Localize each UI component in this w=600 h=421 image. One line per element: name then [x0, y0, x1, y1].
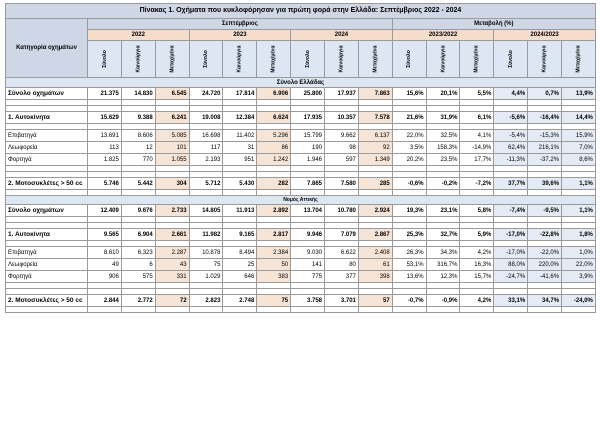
table-cell: 6.241	[155, 112, 189, 124]
table-cell: 3,9%	[562, 271, 596, 283]
table-cell: 9.676	[121, 205, 155, 217]
table-cell: 2.661	[155, 229, 189, 241]
table-cell: 43	[155, 259, 189, 271]
table-cell: 304	[155, 178, 189, 190]
table-title: Πίνακας 1. Οχήματα που κυκλοφόρησαν για πρώτη φορά στην Ελλάδα: Σεπτέμβριος 2022 - 2024	[6, 4, 596, 19]
table-cell: 2.408	[358, 247, 392, 259]
subcolumn-header-label: Σύνολο	[507, 50, 514, 68]
table-cell: 216,1%	[528, 142, 562, 154]
table-cell: 316,7%	[426, 259, 460, 271]
table-cell: 53,1%	[392, 259, 426, 271]
subcolumn-header	[392, 41, 426, 78]
subcolumn-header	[189, 41, 223, 78]
table-cell: 11.982	[189, 229, 223, 241]
subcolumn-header-label: Σύνολο	[304, 50, 311, 68]
table-cell: 34,3%	[426, 247, 460, 259]
table-cell: 24.720	[189, 88, 223, 100]
table-cell: 906	[88, 271, 122, 283]
table-cell: 98	[325, 142, 359, 154]
table-cell: 1.055	[155, 154, 189, 166]
table-cell: 14,4%	[562, 112, 596, 124]
header-row-3	[6, 41, 596, 78]
spacer-cell	[121, 307, 155, 313]
table-cell: 19.008	[189, 112, 223, 124]
table-row	[6, 229, 596, 241]
table-cell: 80	[325, 259, 359, 271]
subcolumn-header-label: Μεταχ/μένα	[270, 45, 277, 73]
spacer-cell	[291, 307, 325, 313]
table-cell: -14,9%	[460, 142, 494, 154]
table-cell: 86	[257, 142, 291, 154]
table-cell: 33,1%	[494, 295, 528, 307]
spacer-cell	[257, 307, 291, 313]
table-cell: -22,8%	[528, 229, 562, 241]
table-cell: 7.578	[358, 112, 392, 124]
table-cell: 3,5%	[392, 142, 426, 154]
row-label: Επιβατηγά	[6, 130, 88, 142]
table-cell: 13.704	[291, 205, 325, 217]
table-cell: 23,1%	[426, 205, 460, 217]
spacer-cell	[88, 307, 122, 313]
table-cell: -0,2%	[426, 178, 460, 190]
table-cell: -17,0%	[494, 247, 528, 259]
table-cell: 7.580	[325, 178, 359, 190]
table-cell: 2.287	[155, 247, 189, 259]
table-cell: 16.698	[189, 130, 223, 142]
table-cell: 2.748	[223, 295, 257, 307]
subcolumn-header	[426, 41, 460, 78]
month-header: Σεπτέμβριος	[88, 19, 393, 30]
subcolumn-header-label: Σύνολο	[101, 50, 108, 68]
table-cell: 15.629	[88, 112, 122, 124]
table-cell: 5,9%	[460, 229, 494, 241]
row-label: 2. Μοτοσυκλέτες > 50 cc	[6, 178, 88, 190]
subcolumn-header	[223, 41, 257, 78]
table-cell: 75	[189, 259, 223, 271]
table-cell: 57	[358, 295, 392, 307]
table-cell: 1.946	[291, 154, 325, 166]
table-cell: -37,2%	[528, 154, 562, 166]
table-row	[6, 178, 596, 190]
table-cell: 1.825	[88, 154, 122, 166]
table-row	[6, 271, 596, 283]
subcolumn-header	[257, 41, 291, 78]
table-cell: 6.323	[121, 247, 155, 259]
table-cell: 12.409	[88, 205, 122, 217]
table-cell: 75	[257, 295, 291, 307]
table-cell: 1.029	[189, 271, 223, 283]
table-cell: 6.904	[121, 229, 155, 241]
table-cell: 282	[257, 178, 291, 190]
vehicle-registrations-table-container	[5, 3, 595, 313]
table-cell: 6.545	[155, 88, 189, 100]
table-cell: 32,5%	[426, 130, 460, 142]
row-label: Φορτηγά	[6, 154, 88, 166]
subcolumn-header-label: Καινούργια	[440, 45, 447, 73]
table-cell: 15,9%	[562, 130, 596, 142]
table-cell: -0,9%	[426, 295, 460, 307]
table-cell: 7.863	[358, 88, 392, 100]
table-row	[6, 205, 596, 217]
subcolumn-header	[325, 41, 359, 78]
change-header: Μεταβολή (%)	[392, 19, 595, 30]
row-label: Λεωφορεία	[6, 142, 88, 154]
table-cell: 5,8%	[460, 205, 494, 217]
row-label: 1. Αυτοκίνητα	[6, 229, 88, 241]
table-cell: -15,3%	[528, 130, 562, 142]
table-cell: -7,2%	[460, 178, 494, 190]
table-cell: 8.610	[88, 247, 122, 259]
table-cell: 190	[291, 142, 325, 154]
table-cell: 1.349	[358, 154, 392, 166]
subcolumn-header	[562, 41, 596, 78]
table-cell: -24,7%	[494, 271, 528, 283]
section-title: Σύνολο Ελλάδας	[6, 78, 596, 88]
header-row-2	[6, 30, 596, 41]
table-cell: 14.805	[189, 205, 223, 217]
table-cell: 1,0%	[562, 247, 596, 259]
row-label: Λεωφορεία	[6, 259, 88, 271]
spacer-cell	[426, 307, 460, 313]
table-cell: 5.296	[257, 130, 291, 142]
table-cell: 6.906	[257, 88, 291, 100]
table-cell: 4,4%	[494, 88, 528, 100]
vehicle-registrations-table	[5, 3, 596, 313]
row-label: Φορτηγά	[6, 271, 88, 283]
table-cell: 20,1%	[426, 88, 460, 100]
table-cell: -24,0%	[562, 295, 596, 307]
header-row-1	[6, 19, 596, 30]
table-row	[6, 130, 596, 142]
table-cell: 19,3%	[392, 205, 426, 217]
table-cell: 26,3%	[392, 247, 426, 259]
table-cell: 9.388	[121, 112, 155, 124]
year-header-2022: 2022	[88, 30, 190, 41]
table-cell: 1.242	[257, 154, 291, 166]
spacer-cell	[6, 307, 88, 313]
year-header-2023: 2023	[189, 30, 291, 41]
table-cell: 3.701	[325, 295, 359, 307]
table-cell: 9.030	[291, 247, 325, 259]
table-row	[6, 88, 596, 100]
table-cell: 20,2%	[392, 154, 426, 166]
table-cell: 49	[88, 259, 122, 271]
subcolumn-header	[291, 41, 325, 78]
table-cell: 15,7%	[460, 271, 494, 283]
subcolumn-header	[121, 41, 155, 78]
change-period-header-2023-2022: 2023/2022	[392, 30, 494, 41]
table-cell: 17.937	[325, 88, 359, 100]
table-cell: 21,6%	[392, 112, 426, 124]
table-cell: 14.830	[121, 88, 155, 100]
table-cell: 5.712	[189, 178, 223, 190]
spacer-cell	[528, 307, 562, 313]
table-cell: 2.823	[189, 295, 223, 307]
table-cell: 1,1%	[562, 205, 596, 217]
table-cell: 16,3%	[460, 259, 494, 271]
table-cell: 9.946	[291, 229, 325, 241]
table-cell: 383	[257, 271, 291, 283]
table-cell: 25	[223, 259, 257, 271]
table-cell: 2.733	[155, 205, 189, 217]
row-label: Σύνολο οχημάτων	[6, 205, 88, 217]
table-cell: 2.193	[189, 154, 223, 166]
subcolumn-header-label: Μεταχ/μένα	[169, 45, 176, 73]
table-cell: 13,6%	[392, 271, 426, 283]
table-cell: 39,6%	[528, 178, 562, 190]
table-cell: 6,1%	[460, 112, 494, 124]
table-cell: 5.085	[155, 130, 189, 142]
table-cell: 6.137	[358, 130, 392, 142]
year-header-2024: 2024	[291, 30, 393, 41]
table-cell: 12	[121, 142, 155, 154]
subcolumn-header-label: Καινούργια	[541, 45, 548, 73]
subcolumn-header-label: Καινούργια	[236, 45, 243, 73]
row-label: Σύνολο οχημάτων	[6, 88, 88, 100]
table-cell: 2.924	[358, 205, 392, 217]
subcolumn-header-label: Καινούργια	[135, 45, 142, 73]
table-cell: 8.494	[223, 247, 257, 259]
table-cell: 2.844	[88, 295, 122, 307]
table-cell: 92	[358, 142, 392, 154]
table-cell: 17.935	[291, 112, 325, 124]
table-cell: 6	[121, 259, 155, 271]
table-cell: 10.357	[325, 112, 359, 124]
subcolumn-header	[155, 41, 189, 78]
table-cell: 5.746	[88, 178, 122, 190]
table-cell: 25.800	[291, 88, 325, 100]
table-cell: 3.758	[291, 295, 325, 307]
spacer-cell	[494, 307, 528, 313]
table-cell: 23,5%	[426, 154, 460, 166]
table-cell: 8,6%	[562, 154, 596, 166]
table-cell: 646	[223, 271, 257, 283]
table-cell: -41,6%	[528, 271, 562, 283]
spacer-cell	[189, 307, 223, 313]
table-cell: 17.814	[223, 88, 257, 100]
row-label: Επιβατηγά	[6, 247, 88, 259]
table-cell: 31	[223, 142, 257, 154]
table-row	[6, 259, 596, 271]
table-cell: 775	[291, 271, 325, 283]
section-header-row	[6, 196, 596, 205]
table-cell: 50	[257, 259, 291, 271]
spacer-cell	[223, 307, 257, 313]
table-cell: 37,7%	[494, 178, 528, 190]
table-cell: 5.430	[223, 178, 257, 190]
section-header-row	[6, 78, 596, 88]
subcolumn-header	[528, 41, 562, 78]
table-cell: 9.165	[223, 229, 257, 241]
table-cell: -22,0%	[528, 247, 562, 259]
table-cell: 11.913	[223, 205, 257, 217]
table-cell: 13,9%	[562, 88, 596, 100]
spacer-cell	[392, 307, 426, 313]
table-cell: -16,4%	[528, 112, 562, 124]
table-cell: 951	[223, 154, 257, 166]
table-cell: 7.865	[291, 178, 325, 190]
table-cell: -7,4%	[494, 205, 528, 217]
table-cell: 5,5%	[460, 88, 494, 100]
table-cell: 2.892	[257, 205, 291, 217]
table-cell: 6.622	[325, 247, 359, 259]
table-cell: 331	[155, 271, 189, 283]
table-cell: 72	[155, 295, 189, 307]
table-cell: 31,9%	[426, 112, 460, 124]
table-cell: 285	[358, 178, 392, 190]
table-cell: 10.780	[325, 205, 359, 217]
table-row	[6, 295, 596, 307]
table-cell: 32,7%	[426, 229, 460, 241]
table-cell: 12,3%	[426, 271, 460, 283]
table-cell: -9,5%	[528, 205, 562, 217]
subcolumn-header-label: Μεταχ/μένα	[473, 45, 480, 73]
table-cell: 10.878	[189, 247, 223, 259]
table-cell: 9.565	[88, 229, 122, 241]
table-cell: 2.384	[257, 247, 291, 259]
subcolumn-header-label: Σύνολο	[406, 50, 413, 68]
table-cell: -11,3%	[494, 154, 528, 166]
subcolumn-header-label: Μεταχ/μένα	[575, 45, 582, 73]
subcolumn-header	[460, 41, 494, 78]
table-row	[6, 142, 596, 154]
subcolumn-header	[358, 41, 392, 78]
table-cell: -5,6%	[494, 112, 528, 124]
table-cell: 9.662	[325, 130, 359, 142]
table-cell: 15,6%	[392, 88, 426, 100]
table-cell: 8.606	[121, 130, 155, 142]
category-header: Κατηγορία οχημάτων	[6, 19, 88, 78]
table-row	[6, 154, 596, 166]
subcolumn-header-label: Σύνολο	[203, 50, 209, 68]
table-cell: 117	[189, 142, 223, 154]
table-cell: 141	[291, 259, 325, 271]
spacer-cell	[155, 307, 189, 313]
table-cell: 88,0%	[494, 259, 528, 271]
table-cell: 62,4%	[494, 142, 528, 154]
table-row	[6, 247, 596, 259]
table-cell: 220,0%	[528, 259, 562, 271]
table-cell: 4,2%	[460, 247, 494, 259]
table-cell: 4,2%	[460, 295, 494, 307]
spacer-cell	[562, 307, 596, 313]
table-cell: 11.402	[223, 130, 257, 142]
change-period-header-2024-2023: 2024/2023	[494, 30, 596, 41]
row-label: 1. Αυτοκίνητα	[6, 112, 88, 124]
table-cell: 2.817	[257, 229, 291, 241]
table-cell: 22,0%	[562, 259, 596, 271]
table-cell: 15.799	[291, 130, 325, 142]
table-cell: 12.384	[223, 112, 257, 124]
table-cell: 1,1%	[562, 178, 596, 190]
subcolumn-header-label: Μεταχ/μένα	[372, 45, 379, 73]
table-cell: 770	[121, 154, 155, 166]
table-cell: -0,7%	[392, 295, 426, 307]
subcolumn-header	[88, 41, 122, 78]
table-cell: 0,7%	[528, 88, 562, 100]
subcolumn-header	[494, 41, 528, 78]
table-cell: 4,1%	[460, 130, 494, 142]
table-cell: 34,7%	[528, 295, 562, 307]
table-cell: 113	[88, 142, 122, 154]
section-title: Νομός Αττικής	[6, 196, 596, 205]
spacer-row	[6, 307, 596, 313]
table-cell: 398	[358, 271, 392, 283]
table-cell: 575	[121, 271, 155, 283]
table-cell: 7.079	[325, 229, 359, 241]
table-cell: 7,0%	[562, 142, 596, 154]
spacer-cell	[358, 307, 392, 313]
table-cell: 5.442	[121, 178, 155, 190]
table-cell: 17,7%	[460, 154, 494, 166]
spacer-cell	[325, 307, 359, 313]
table-cell: 25,3%	[392, 229, 426, 241]
table-cell: 101	[155, 142, 189, 154]
table-cell: 22,0%	[392, 130, 426, 142]
spacer-cell	[460, 307, 494, 313]
row-label: 2. Μοτοσυκλέτες > 50 cc	[6, 295, 88, 307]
table-cell: 377	[325, 271, 359, 283]
table-cell: -5,4%	[494, 130, 528, 142]
table-cell: -17,0%	[494, 229, 528, 241]
table-cell: -0,6%	[392, 178, 426, 190]
table-row	[6, 112, 596, 124]
table-title-row	[6, 4, 596, 19]
table-cell: 6.624	[257, 112, 291, 124]
table-cell: 158,3%	[426, 142, 460, 154]
table-cell: 597	[325, 154, 359, 166]
subcolumn-header-label: Καινούργια	[338, 45, 345, 73]
table-cell: 1,8%	[562, 229, 596, 241]
table-cell: 2.772	[121, 295, 155, 307]
table-cell: 13.691	[88, 130, 122, 142]
table-cell: 2.867	[358, 229, 392, 241]
table-cell: 61	[358, 259, 392, 271]
table-cell: 21.375	[88, 88, 122, 100]
